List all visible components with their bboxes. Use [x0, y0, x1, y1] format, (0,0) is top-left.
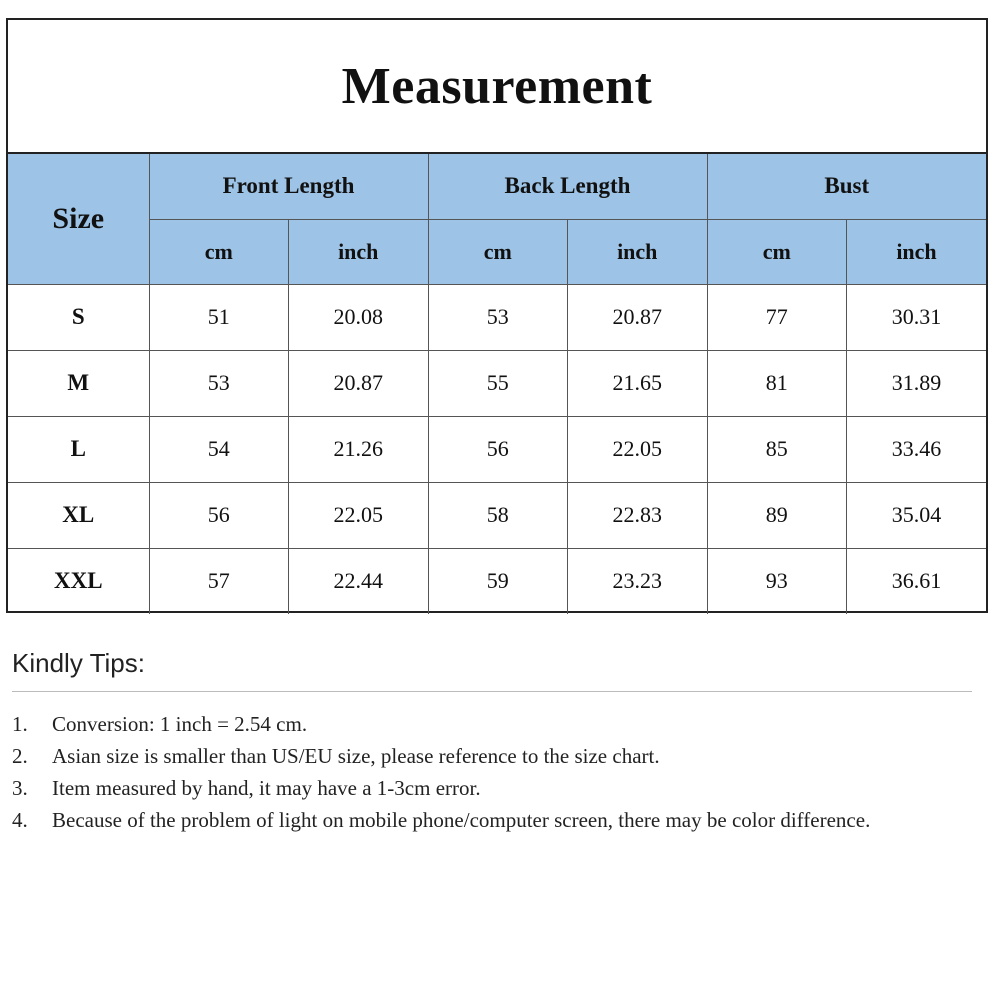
- measurement-cell: 21.26: [289, 416, 429, 482]
- measurement-table: [8, 154, 986, 614]
- measurement-cell: 22.83: [568, 482, 708, 548]
- group-header-front-length: Front Length: [149, 154, 428, 219]
- measurement-cell: 58: [428, 482, 568, 548]
- size-chart: [6, 18, 988, 613]
- measurement-cell: 20.87: [289, 350, 429, 416]
- unit-header: cm: [149, 219, 289, 284]
- measurement-cell: 53: [149, 350, 289, 416]
- measurement-cell: 21.65: [568, 350, 708, 416]
- unit-header: cm: [707, 219, 847, 284]
- measurement-cell: 56: [428, 416, 568, 482]
- measurement-cell: 20.87: [568, 284, 708, 350]
- tip-item: [12, 804, 972, 836]
- measurement-cell: 30.31: [847, 284, 987, 350]
- measurement-cell: 55: [428, 350, 568, 416]
- measurement-cell: 36.61: [847, 548, 987, 614]
- measurement-cell: 33.46: [847, 416, 987, 482]
- size-cell: XL: [8, 482, 149, 548]
- table-row: [8, 416, 986, 482]
- group-header-bust: Bust: [707, 154, 986, 219]
- unit-header: inch: [568, 219, 708, 284]
- tip-number: 4.: [12, 808, 28, 832]
- measurement-cell: 22.44: [289, 548, 429, 614]
- chart-title: Measurement: [341, 57, 653, 115]
- table-row: [8, 548, 986, 614]
- tip-item: [12, 740, 972, 772]
- size-cell: S: [8, 284, 149, 350]
- tip-number: 3.: [12, 776, 28, 800]
- kindly-tips: [12, 648, 972, 836]
- table-body: [8, 284, 986, 614]
- tip-text: Because of the problem of light on mobile phone/computer screen, there may be color difference.: [52, 808, 871, 832]
- measurement-cell: 93: [707, 548, 847, 614]
- measurement-cell: 85: [707, 416, 847, 482]
- tips-list: [12, 708, 972, 836]
- measurement-cell: 20.08: [289, 284, 429, 350]
- tip-text: Item measured by hand, it may have a 1-3cm error.: [52, 776, 481, 800]
- measurement-cell: 54: [149, 416, 289, 482]
- size-cell: M: [8, 350, 149, 416]
- measurement-cell: 81: [707, 350, 847, 416]
- measurement-cell: 22.05: [568, 416, 708, 482]
- measurement-cell: 31.89: [847, 350, 987, 416]
- measurement-cell: 23.23: [568, 548, 708, 614]
- measurement-cell: 53: [428, 284, 568, 350]
- tip-number: 2.: [12, 744, 28, 768]
- measurement-cell: 51: [149, 284, 289, 350]
- size-cell: XXL: [8, 548, 149, 614]
- table-row: [8, 284, 986, 350]
- unit-header: inch: [289, 219, 429, 284]
- title-band: [8, 20, 986, 154]
- group-header-back-length: Back Length: [428, 154, 707, 219]
- tip-text: Asian size is smaller than US/EU size, please reference to the size chart.: [52, 744, 660, 768]
- measurement-cell: 59: [428, 548, 568, 614]
- tip-number: 1.: [12, 712, 28, 736]
- measurement-cell: 35.04: [847, 482, 987, 548]
- size-cell: L: [8, 416, 149, 482]
- unit-header: inch: [847, 219, 987, 284]
- measurement-cell: 89: [707, 482, 847, 548]
- measurement-cell: 22.05: [289, 482, 429, 548]
- tip-item: [12, 772, 972, 804]
- tip-text: Conversion: 1 inch = 2.54 cm.: [52, 712, 308, 736]
- table-row: [8, 350, 986, 416]
- tips-heading: Kindly Tips:: [12, 648, 972, 692]
- table-row: [8, 482, 986, 548]
- measurement-cell: 57: [149, 548, 289, 614]
- measurement-cell: 56: [149, 482, 289, 548]
- tip-item: [12, 708, 972, 740]
- unit-header: cm: [428, 219, 568, 284]
- measurement-cell: 77: [707, 284, 847, 350]
- size-column-header: Size: [8, 154, 149, 284]
